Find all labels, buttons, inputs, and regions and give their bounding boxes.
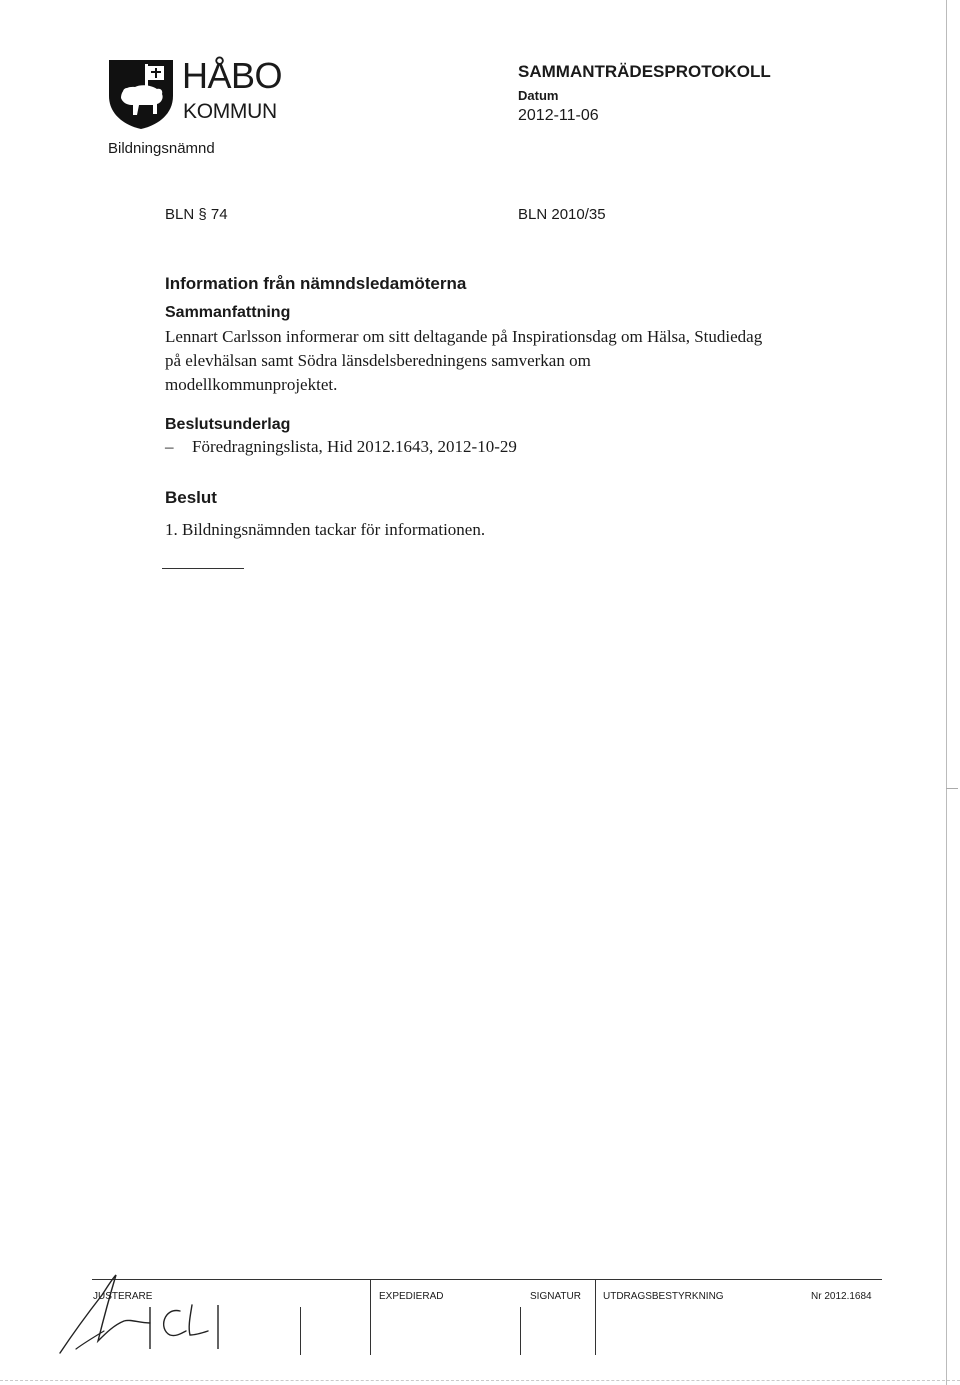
item-title: Information från nämndsledamöterna [165,274,467,293]
paragraph-reference: BLN § 74 [165,206,228,223]
page-bottom-edge [0,1380,960,1381]
case-number: BLN 2010/35 [518,206,606,223]
footer-divider [595,1279,596,1355]
page-edge [946,0,947,1385]
utdragsbestyrkning-label: UTDRAGSBESTYRKNING [603,1291,724,1302]
decision-item: 1. Bildningsnämnden tackar för informationen. [165,520,486,539]
expedierad-label: EXPEDIERAD [379,1291,444,1302]
date-value: 2012-11-06 [518,107,599,124]
coat-of-arms-emblem [107,58,175,130]
signatur-label: SIGNATUR [530,1291,581,1302]
footer-divider [300,1307,301,1355]
handwritten-signature [54,1265,244,1357]
signature-footer [92,1279,882,1355]
decision-heading: Beslut [165,488,217,507]
end-rule [162,568,244,569]
register-number: Nr 2012.1684 [811,1291,872,1302]
justerare-label: JUSTERARE [93,1291,153,1302]
footer-divider [520,1307,521,1355]
page-edge-mark [946,788,958,789]
footer-divider [370,1279,371,1355]
department-name: Bildningsnämnd [108,140,215,157]
logo-text-kommun: KOMMUN [183,100,277,123]
logo-text-habo: HÅBO [182,55,283,96]
basis-item-text: Föredragningslista, Hid 2012.1643, 2012-10-29 [192,437,517,456]
list-dash: – [165,437,174,456]
basis-list-item [165,437,517,457]
date-label: Datum [518,88,559,103]
summary-text: Lennart Carlsson informerar om sitt deltagande på Inspirationsdag om Hälsa, Studiedag på elevhälsan samt Södra länsdelsberedningens samverkan om modellkommunprojektet. [165,327,763,394]
basis-heading: Beslutsunderlag [165,416,291,433]
summary-heading: Sammanfattning [165,304,291,321]
document-type-title: SAMMANTRÄDESPROTOKOLL [518,62,771,81]
